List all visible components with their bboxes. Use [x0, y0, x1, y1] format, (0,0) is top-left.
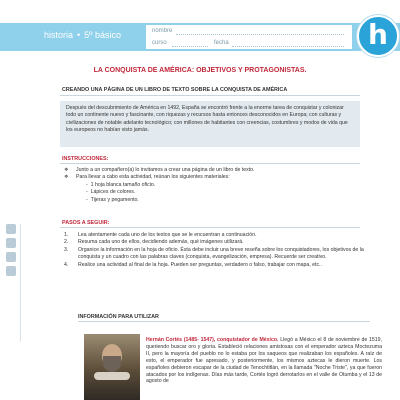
logo-letter: h [368, 18, 388, 51]
step-item [64, 239, 364, 246]
logo-icon [357, 15, 399, 57]
portrait-collar [94, 372, 130, 380]
steps-heading: PASOS A SEGUIR: [62, 220, 110, 226]
date-label: fecha [214, 40, 229, 46]
page-title: LA CONQUISTA DE AMÉRICA: OBJETIVOS Y PROTAGONISTAS. [93, 67, 307, 74]
divider [60, 95, 360, 96]
instructions-heading: INSTRUCCIONES: [62, 156, 109, 162]
step-number: 1. [64, 232, 69, 238]
divider [78, 321, 370, 322]
divider [60, 163, 360, 164]
date-field[interactable] [232, 46, 344, 47]
separator-dot: • [77, 30, 81, 40]
list-item-text: Para llevar a cabo esta actividad, reúnan los siguientes materiales: [76, 174, 230, 181]
portrait-beard [103, 356, 121, 372]
diamond-bullet-icon: ❖ [64, 174, 69, 181]
course-label: curso [152, 40, 167, 46]
diamond-bullet-icon: ❖ [64, 167, 69, 173]
step-text: Realice una actividad al final de la hoja. Pueden ser preguntas, verdadero o falso, trabajar con mapa, etc.. [78, 261, 322, 268]
material-text: Tijeras y pegamento. [90, 196, 139, 203]
step-text: Resuma cada uno de ellos, decidiendo además, qué imágenes utilizará. [78, 239, 244, 246]
bio-text: Llegó a México el 8 de noviembre de 1519, queriendo buscar oro y gloria. Estableció relaciones amistosas con el emperador azteca Moctezuma II, pero la mayoría del pueblo no lo estaba por los saqueos que realizaban los españoles. A raíz de esto, el emperador fue apresado, y posteriormente, los mismos aztecas le dieron muerte. Los españoles debieron escapar de la ciudad de Tenochtitlán, en la llamada "Noche Triste", ya que fueron atacados por los indígenas. Días más tarde, Cortés logró derrotarlos en el valle de Otumba y el 13 de agosto de [146, 337, 382, 385]
step-number: 2. [64, 239, 69, 246]
step-item [64, 247, 364, 262]
step-number: 4. [64, 261, 69, 268]
material-text: 1 hoja blanca tamaño oficio. [90, 181, 156, 188]
name-field[interactable] [176, 34, 344, 35]
material-item: - 1 hoja blanca tamaño oficio. [86, 181, 156, 188]
info-heading: INFORMACIÓN PARA UTILIZAR [78, 314, 159, 320]
intro-paragraph: Después del descubrimiento de América en 1492, España se encontró frente a la enorme tarea de conquistar y colonizar todo un continente nuevo y fascinante, con riquezas y recursos hasta entonces desconocidos en Europa; con culturas y civilizaciones de notable adelanto tecnológico; con millones de habitantes con creencias, costumbres y modos de vida que los europeos no habían visto jamás. [60, 101, 360, 147]
subject-label [44, 30, 121, 40]
list-item [64, 174, 255, 181]
step-item [64, 232, 364, 239]
material-item: - Lápices de colores. [86, 189, 136, 196]
student-form [146, 25, 352, 49]
divider [20, 224, 21, 342]
side-toolbar [4, 224, 18, 280]
portrait-image [84, 334, 140, 400]
list-item-text: Junto a un compañero(a) lo invitamos a crear una página de un libro de texto. [76, 167, 255, 173]
course-field[interactable] [172, 46, 208, 47]
grade-label: 5º básico [84, 30, 121, 40]
star-icon [6, 224, 16, 234]
step-number: 3. [64, 246, 69, 253]
bio-paragraph [146, 337, 382, 385]
instructions-list [64, 167, 255, 204]
material-text: Lápices de colores. [90, 189, 136, 196]
crown-icon [6, 266, 16, 276]
book-icon [6, 252, 16, 262]
step-text: Organice la información en la hoja de oficio. Ésta debe incluir una breve reseña sobre los conquistadores, los objetivos de la conquista y un cuadro con las palabras claves (conquista, evangelización, empresa). Recuerde ser creativo. [78, 246, 364, 261]
bio-name: Hernán Cortés (1485- 1547), conquistador de México. [146, 337, 279, 343]
step-text: Lea atentamente cada uno de los textos que se le encuentran a continuación. [78, 232, 257, 238]
divider [60, 227, 360, 228]
name-label: nombre [152, 28, 173, 34]
map-icon [6, 238, 16, 248]
list-item [64, 167, 255, 174]
material-item: - Tijeras y pegamento. [86, 196, 139, 203]
subject-name: historia [44, 30, 74, 40]
steps-list [64, 232, 364, 269]
section-heading: CREANDO UNA PÁGINA DE UN LIBRO DE TEXTO SOBRE LA CONQUISTA DE AMÉRICA [62, 87, 288, 93]
step-item [64, 262, 364, 269]
